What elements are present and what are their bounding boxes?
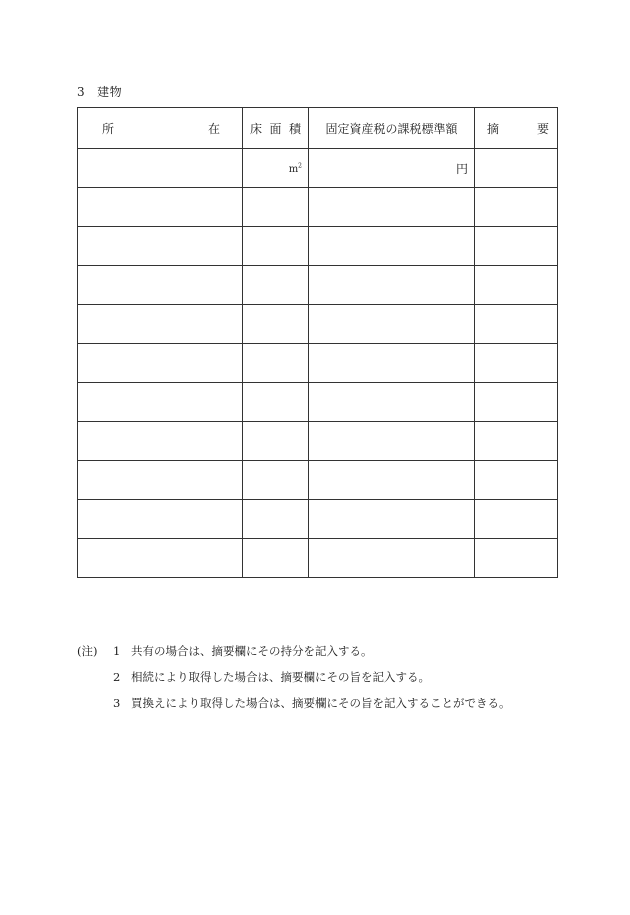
header-floor-area-char-3: 積: [288, 121, 301, 136]
table-row: [78, 266, 558, 305]
header-location-char-1: 所: [102, 121, 115, 136]
unit-square-meter: $m^2$: [288, 162, 302, 175]
note-item: [77, 664, 511, 690]
cell-location[interactable]: [78, 539, 243, 578]
cell-floor-area[interactable]: [243, 266, 309, 305]
table-row: [78, 149, 558, 188]
cell-floor-area[interactable]: [243, 461, 309, 500]
header-remarks-char-1: 摘: [487, 121, 500, 136]
section-title: 建物: [97, 85, 123, 99]
cell-location[interactable]: [78, 344, 243, 383]
note-number: 3: [113, 696, 121, 710]
cell-floor-area[interactable]: [243, 305, 309, 344]
cell-remarks[interactable]: [475, 422, 558, 461]
cell-floor-area[interactable]: [243, 422, 309, 461]
cell-tax-value[interactable]: [309, 539, 475, 578]
note-number: 1: [113, 644, 121, 658]
cell-floor-area[interactable]: [243, 188, 309, 227]
cell-location[interactable]: [78, 500, 243, 539]
cell-location[interactable]: [78, 149, 243, 188]
table-row: [78, 188, 558, 227]
header-tax-value-label: 固定資産税の課税標準額: [325, 121, 458, 136]
header-floor-area: [243, 108, 309, 149]
header-location: [78, 108, 243, 149]
cell-tax-value[interactable]: [309, 500, 475, 539]
cell-remarks[interactable]: [475, 539, 558, 578]
cell-remarks[interactable]: [475, 383, 558, 422]
cell-tax-value[interactable]: [309, 461, 475, 500]
cell-floor-area[interactable]: [243, 344, 309, 383]
cell-tax-value[interactable]: [309, 266, 475, 305]
cell-location[interactable]: [78, 188, 243, 227]
building-table: [77, 107, 558, 578]
header-remarks-char-2: 要: [536, 121, 549, 136]
unit-yen: 円: [455, 161, 468, 176]
cell-location[interactable]: [78, 305, 243, 344]
notes-label: (注): [77, 644, 98, 658]
cell-tax-value[interactable]: [309, 422, 475, 461]
cell-tax-value[interactable]: [309, 227, 475, 266]
cell-remarks[interactable]: [475, 305, 558, 344]
cell-location[interactable]: [78, 266, 243, 305]
table-row: [78, 227, 558, 266]
table-row: [78, 305, 558, 344]
cell-tax-value[interactable]: [309, 149, 475, 188]
cell-remarks[interactable]: [475, 344, 558, 383]
table-row: [78, 422, 558, 461]
section-heading: [77, 83, 122, 100]
cell-remarks[interactable]: [475, 500, 558, 539]
table-row: [78, 500, 558, 539]
note-text: 買換えにより取得した場合は、摘要欄にその旨を記入することができる。: [131, 696, 511, 710]
cell-location[interactable]: [78, 422, 243, 461]
cell-location[interactable]: [78, 383, 243, 422]
table-row: [78, 461, 558, 500]
cell-remarks[interactable]: [475, 227, 558, 266]
notes: [77, 638, 511, 716]
note-text: 共有の場合は、摘要欄にその持分を記入する。: [131, 644, 373, 658]
note-item: [77, 638, 511, 664]
cell-floor-area[interactable]: [243, 383, 309, 422]
note-item: [77, 690, 511, 716]
cell-remarks[interactable]: [475, 461, 558, 500]
cell-remarks[interactable]: [475, 188, 558, 227]
cell-location[interactable]: [78, 227, 243, 266]
note-text: 相続により取得した場合は、摘要欄にその旨を記入する。: [131, 670, 430, 684]
cell-remarks[interactable]: [475, 149, 558, 188]
cell-tax-value[interactable]: [309, 305, 475, 344]
header-remarks: [475, 108, 558, 149]
cell-location[interactable]: [78, 461, 243, 500]
section-number: 3: [77, 85, 86, 99]
header-floor-area-char-2: 面: [269, 121, 282, 136]
cell-floor-area[interactable]: [243, 539, 309, 578]
note-number: 2: [113, 670, 121, 684]
table-row: [78, 383, 558, 422]
cell-tax-value[interactable]: [309, 383, 475, 422]
header-tax-value: [309, 108, 475, 149]
table-header-row: [78, 108, 558, 149]
cell-tax-value[interactable]: [309, 344, 475, 383]
cell-floor-area[interactable]: [243, 227, 309, 266]
table-row: [78, 344, 558, 383]
table-row: [78, 539, 558, 578]
header-location-char-2: 在: [207, 121, 220, 136]
header-floor-area-char-1: 床: [250, 121, 263, 136]
cell-floor-area[interactable]: [243, 149, 309, 188]
cell-tax-value[interactable]: [309, 188, 475, 227]
cell-remarks[interactable]: [475, 266, 558, 305]
cell-floor-area[interactable]: [243, 500, 309, 539]
